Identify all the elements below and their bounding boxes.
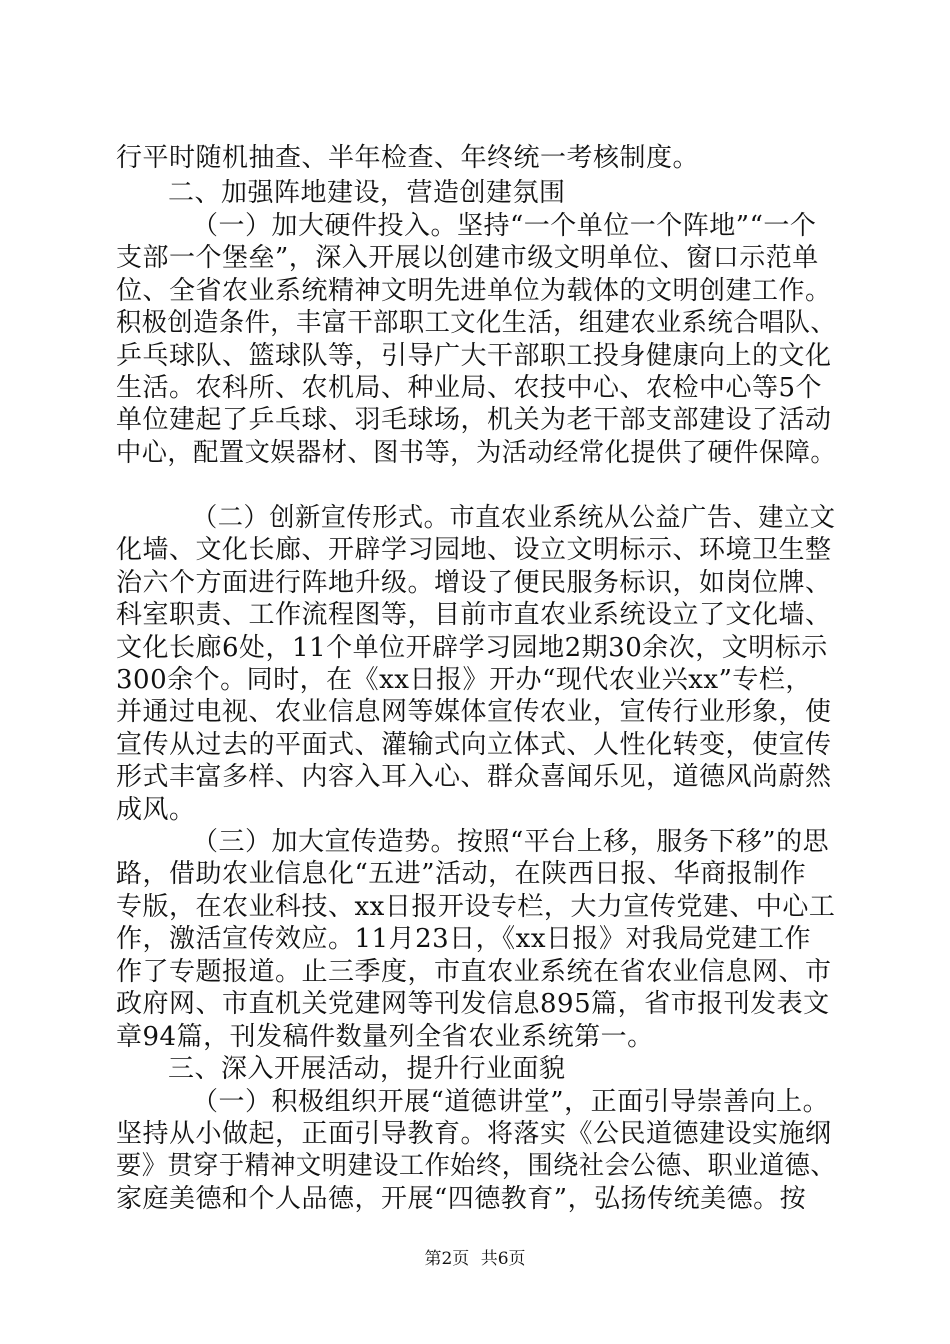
text-line: 要》贯穿于精神文明建设工作始终，围绕社会公德、职业道德、	[116, 1151, 837, 1181]
text-line: 行平时随机抽查、半年检查、年终统一考核制度。	[116, 143, 700, 173]
text-line: （一）加大硬件投入。坚持“一个单位一个阵地”“一个	[192, 211, 817, 241]
text-line: 家庭美德和个人品德，开展“四德教育”，弘扬传统美德。按	[116, 1184, 807, 1214]
text-line: 宣传从过去的平面式、灌输式向立体式、人性化转变，使宣传	[116, 730, 832, 760]
text-line: 成风。	[116, 795, 196, 825]
text-line: 路，借助农业信息化“五进”活动，在陕西日报、华商报制作	[116, 859, 807, 889]
text-line: 治六个方面进行阵地升级。增设了便民服务标识，如岗位牌、	[116, 568, 832, 598]
text-line: 科室职责、工作流程图等，目前市直农业系统设立了文化墙、	[116, 600, 832, 630]
text-line: 位、全省农业系统精神文明先进单位为载体的文明创建工作。	[116, 276, 832, 306]
text-line: 专版，在农业科技、xx日报开设专栏，大力宣传党建、中心工	[116, 892, 836, 922]
text-line: 形式丰富多样、内容入耳入心、群众喜闻乐见，道德风尚蔚然	[116, 762, 832, 792]
text-line: 生活。农科所、农机局、种业局、农技中心、农检中心等5个	[116, 373, 823, 403]
text-line: 中心，配置文娱器材、图书等，为活动经常化提供了硬件保障。	[116, 438, 837, 468]
text-line: 三、深入开展活动，提升行业面貌	[168, 1054, 566, 1084]
text-line: 章94篇，刊发稿件数量列全省农业系统第一。	[116, 1022, 654, 1052]
text-line: 单位建起了乒乓球、羽毛球场，机关为老干部支部建设了活动	[116, 405, 832, 435]
text-line: 300余个。同时，在《xx日报》开办“现代农业兴xx”专栏，	[116, 665, 812, 695]
text-line: 坚持从小做起，正面引导教育。将落实《公民道德建设实施纲	[116, 1119, 832, 1149]
text-line: 化墙、文化长廊、开辟学习园地、设立文明标示、环境卫生整	[116, 535, 832, 565]
text-line: （三）加大宣传造势。按照“平台上移，服务下移”的思	[192, 827, 830, 857]
text-line: 二、加强阵地建设，营造创建氛围	[168, 178, 566, 208]
page-footer: 第2页 共6页	[424, 1249, 526, 1269]
text-line: 政府网、市直机关党建网等刊发信息895篇，省市报刊发表文	[116, 989, 830, 1019]
text-line: （一）积极组织开展“道德讲堂”，正面引导崇善向上。	[192, 1087, 830, 1117]
text-line: 作，激活宣传效应。11月23日，《xx日报》对我局党建工作	[116, 924, 811, 954]
text-line: 支部一个堡垒”，深入开展以创建市级文明单位、窗口示范单	[116, 243, 819, 273]
text-line: 乒乓球队、篮球队等，引导广大干部职工投身健康向上的文化	[116, 341, 832, 371]
text-line: （二）创新宣传形式。市直农业系统从公益广告、建立文	[192, 503, 836, 533]
text-line: 文化长廊6处，11个单位开辟学习园地2期30余次，文明标示	[116, 633, 828, 663]
text-line: 作了专题报道。止三季度，市直农业系统在省农业信息网、市	[116, 957, 832, 987]
text-line: 并通过电视、农业信息网等媒体宣传农业，宣传行业形象，使	[116, 697, 832, 727]
text-line: 积极创造条件，丰富干部职工文化生活，组建农业系统合唱队、	[116, 308, 837, 338]
